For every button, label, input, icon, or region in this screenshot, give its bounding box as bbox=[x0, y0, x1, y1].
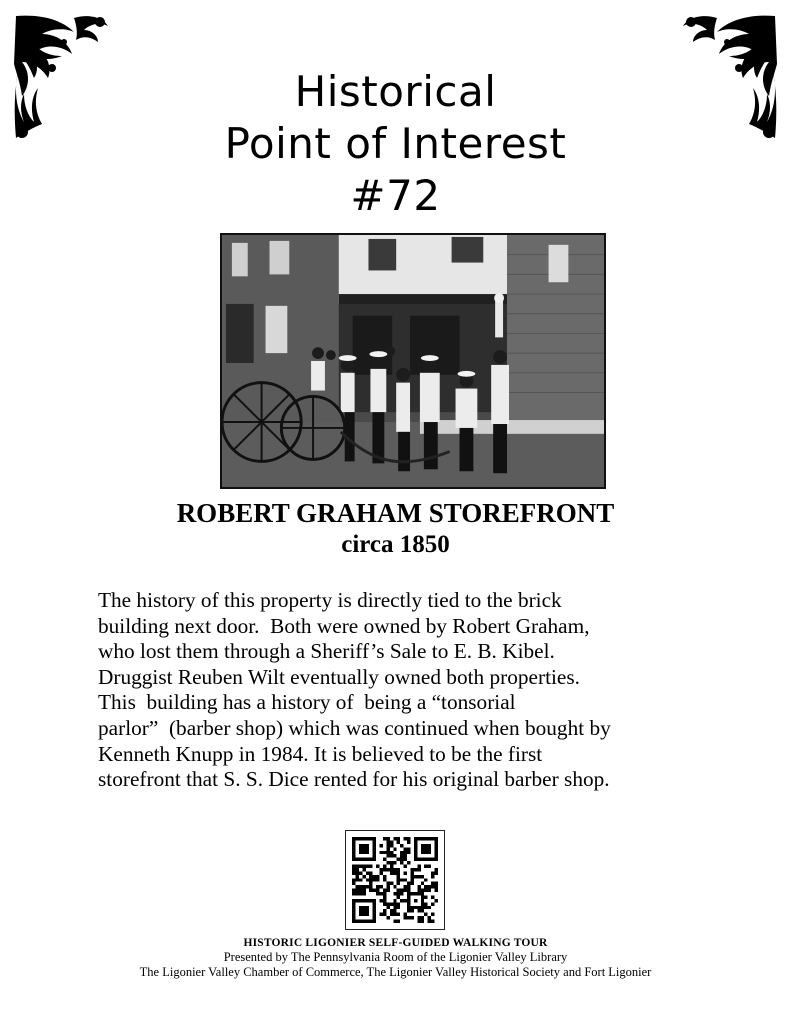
description-line: The history of this property is directly tied to the brick bbox=[98, 588, 562, 612]
page-title bbox=[0, 66, 791, 222]
title-line-3: #72 bbox=[350, 171, 441, 220]
description-line: Druggist Reuben Wilt eventually owned both properties. bbox=[98, 664, 580, 689]
history-description bbox=[98, 588, 738, 793]
footer-sponsors: The Ligonier Valley Chamber of Commerce, The Ligonier Valley Historical Society and Fort Ligonier bbox=[139, 965, 652, 979]
description-line: Kenneth Knupp in 1984. It is believed to be the first bbox=[98, 741, 543, 766]
historic-photo bbox=[220, 233, 606, 489]
description-line: parlor” (barber shop) which was continued when bought by bbox=[98, 715, 611, 740]
building-date: circa 1850 bbox=[341, 531, 450, 558]
description-line: who lost them through a Sheriff’s Sale to E. B. Kibel. bbox=[98, 639, 555, 664]
title-line-1: Historical bbox=[294, 67, 497, 116]
footer bbox=[0, 936, 791, 980]
footer-presented-by: Presented by The Pennsylvania Room of the Ligonier Valley Library bbox=[223, 950, 568, 964]
description-line: This building has a history of being a “tonsorial bbox=[98, 690, 516, 715]
title-line-2: Point of Interest bbox=[224, 119, 567, 168]
building-name: ROBERT GRAHAM STOREFRONT bbox=[176, 498, 615, 528]
footer-tour-title: HISTORIC LIGONIER SELF-GUIDED WALKING TOUR bbox=[243, 937, 548, 949]
description-line: storefront that S. S. Dice rented for his original barber shop. bbox=[98, 767, 610, 792]
description-line: building next door. Both were owned by Robert Graham, bbox=[98, 613, 590, 638]
qr-code-icon[interactable] bbox=[345, 830, 445, 930]
